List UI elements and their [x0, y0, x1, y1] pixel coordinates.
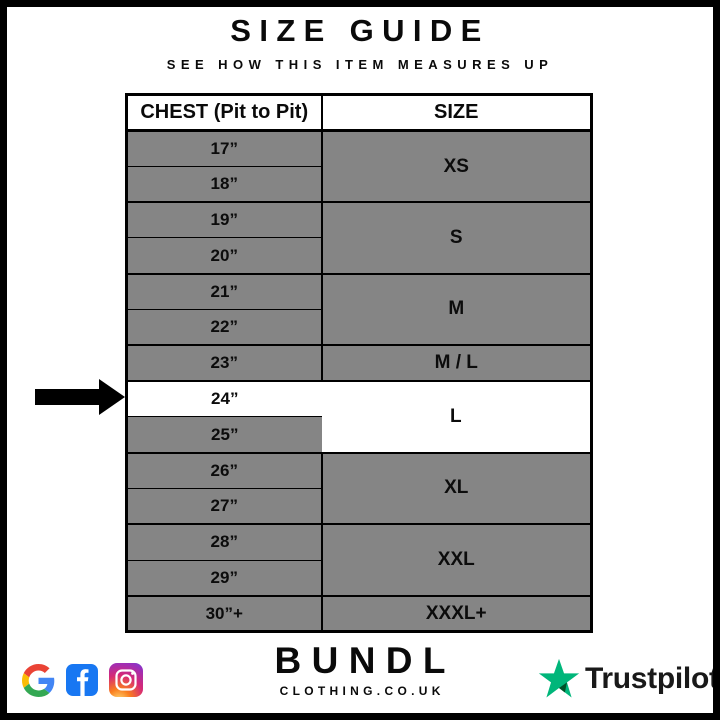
table-row — [127, 345, 592, 381]
table-row — [127, 274, 592, 310]
chest-cell: 26” — [127, 453, 322, 489]
chest-cell: 20” — [127, 238, 322, 274]
chest-cell: 28” — [127, 524, 322, 560]
table-header-size: SIZE — [322, 95, 592, 131]
table-row — [127, 202, 592, 238]
chest-cell: 30”+ — [127, 596, 322, 632]
chest-cell: 22” — [127, 309, 322, 345]
trustpilot-star-icon — [538, 658, 580, 700]
chest-cell: 23” — [127, 345, 322, 381]
chest-cell: 27” — [127, 488, 322, 524]
table-row — [127, 131, 592, 167]
size-cell: M — [322, 274, 592, 346]
table-header-chest: CHEST (Pit to Pit) — [127, 95, 322, 131]
size-cell: XXL — [322, 524, 592, 596]
brand-name: BUNDL — [274, 640, 456, 681]
trustpilot-label: Trustpilot — [585, 662, 719, 695]
highlight-arrow-icon — [27, 374, 127, 420]
size-cell: S — [322, 202, 592, 274]
size-table — [125, 93, 593, 633]
page-title: SIZE GUIDE — [230, 13, 490, 48]
chest-cell: 17” — [127, 131, 322, 167]
size-cell: L — [322, 381, 592, 453]
page-subtitle: SEE HOW THIS ITEM MEASURES UP — [166, 57, 554, 72]
brand-domain: CLOTHING.CO.UK — [279, 683, 445, 698]
size-cell: XL — [322, 453, 592, 525]
table-row — [127, 524, 592, 560]
size-cell: M / L — [322, 345, 592, 381]
table-row — [127, 596, 592, 632]
trustpilot-logo — [538, 658, 719, 700]
size-table-body — [127, 131, 592, 632]
chest-cell: 18” — [127, 166, 322, 202]
table-row — [127, 453, 592, 489]
chest-cell: 21” — [127, 274, 322, 310]
size-cell: XS — [322, 131, 592, 203]
chest-cell: 25” — [127, 417, 322, 453]
size-cell: XXXL+ — [322, 596, 592, 632]
chest-cell: 24” — [127, 381, 322, 417]
table-header-row — [127, 95, 592, 131]
chest-cell: 29” — [127, 560, 322, 596]
chest-cell: 19” — [127, 202, 322, 238]
table-row — [127, 381, 592, 417]
